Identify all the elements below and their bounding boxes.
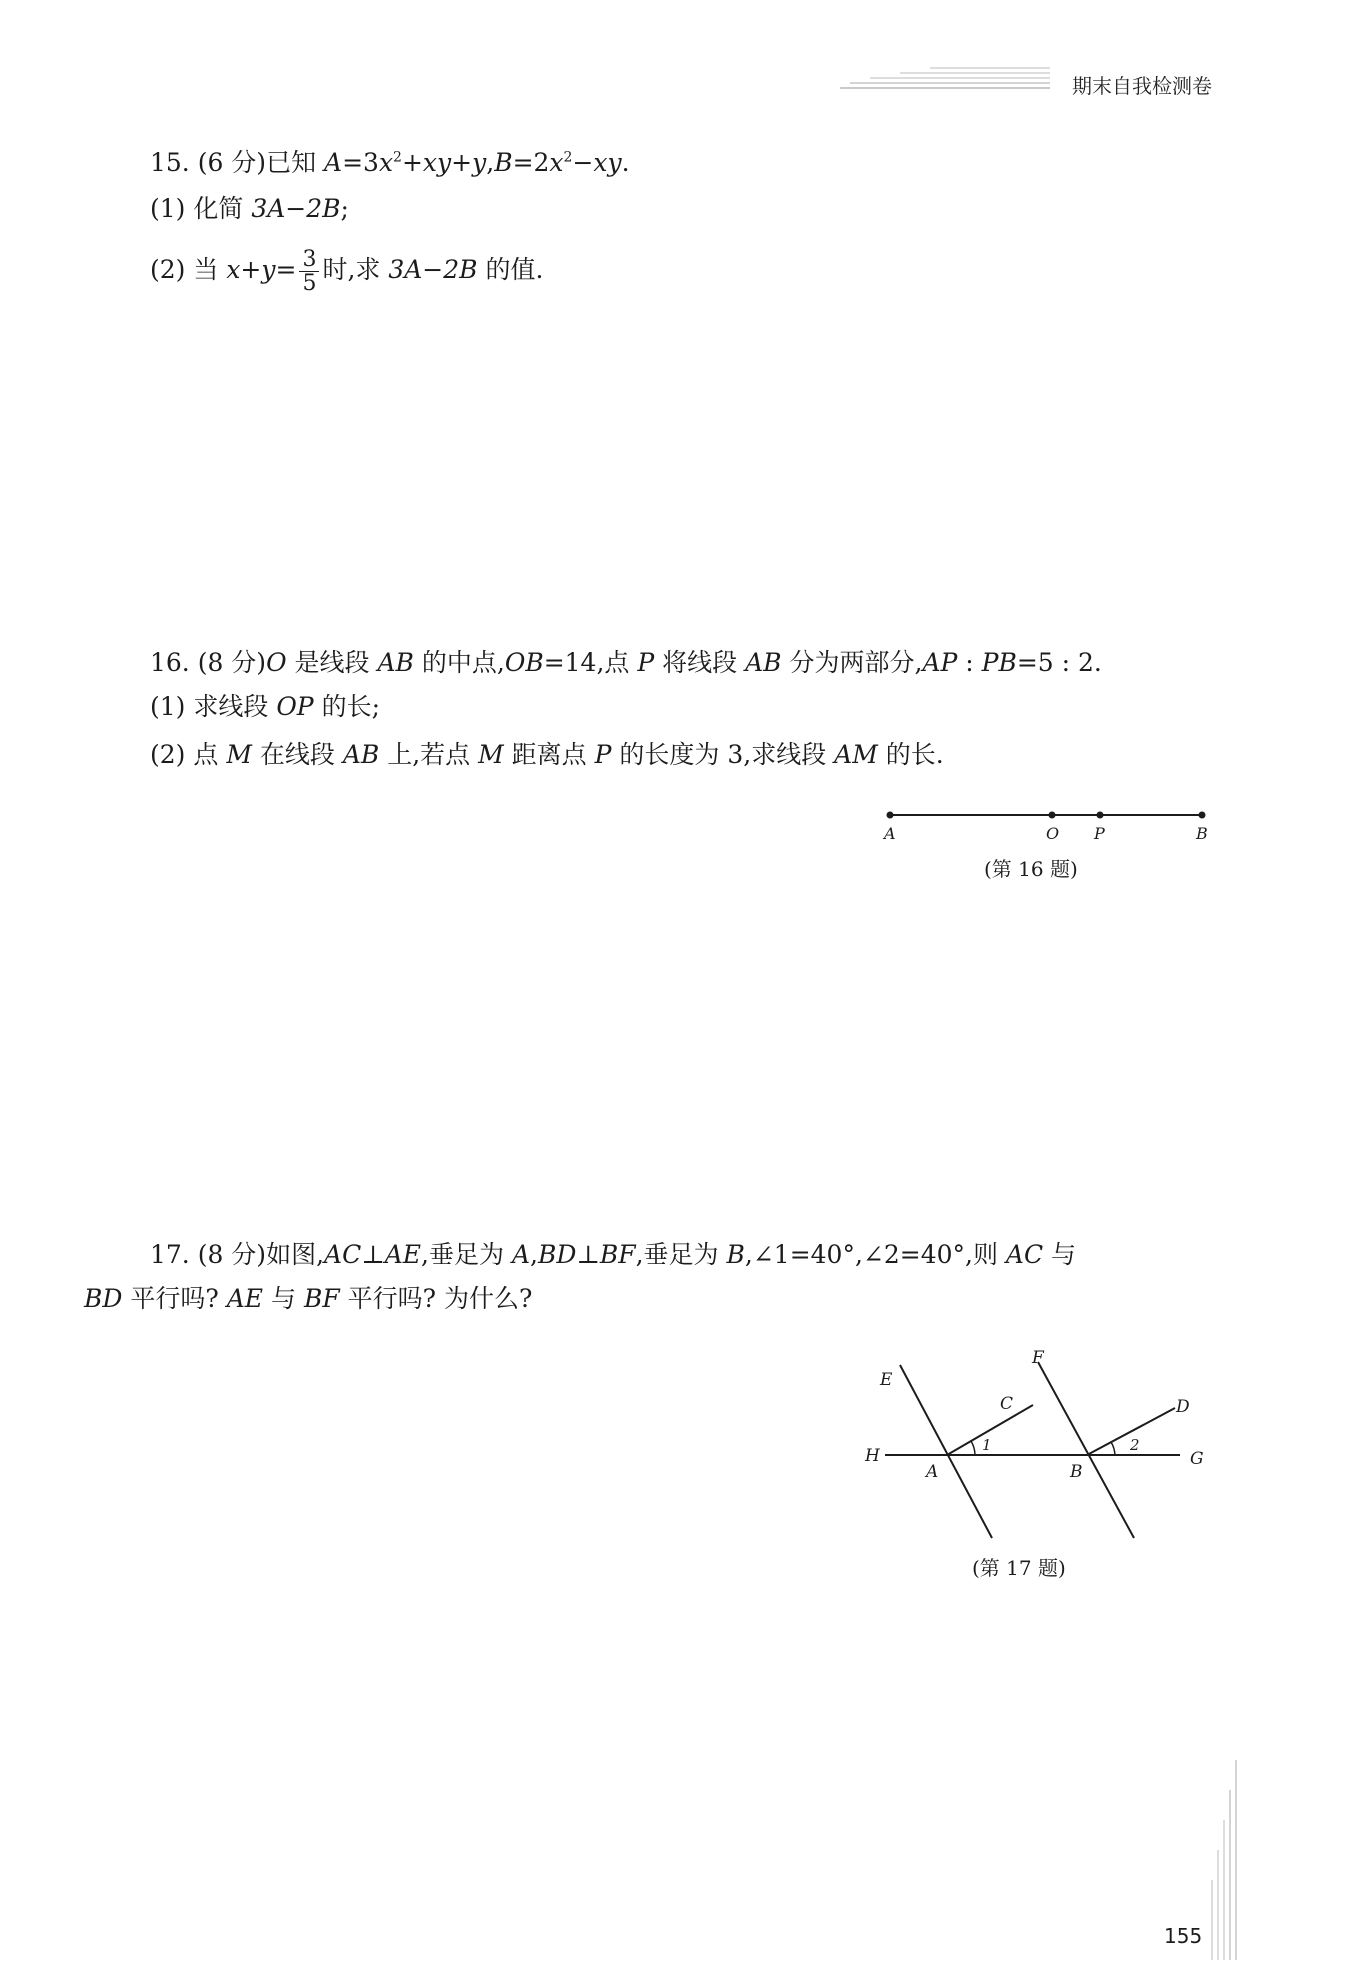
label-h: H	[865, 1446, 880, 1466]
fraction-three-fifths: $\frac{3}{5}$	[299, 248, 319, 295]
label-e: E	[880, 1370, 893, 1390]
label-f: F	[1032, 1348, 1044, 1368]
label-o: O	[1046, 824, 1060, 843]
angle-2-label: 2	[1130, 1436, 1140, 1454]
q16-stem: 16. (8 分)O 是线段 AB 的中点,OB=14,点 P 将线段 AB 分为两部分,AP : PB=5 : 2.	[150, 648, 1102, 677]
q15-stem: 15. (6 分)已知 $A=3x^2+xy+y,B=2x^2-xy$.	[150, 148, 630, 177]
line-ea	[900, 1365, 992, 1538]
angle-2-arc	[1111, 1442, 1115, 1455]
point-b	[1199, 812, 1206, 819]
figure-16-caption: (第 16 题)	[984, 857, 1078, 881]
figure-17	[850, 1340, 1230, 1570]
label-b: B	[1196, 824, 1208, 843]
label-g: G	[1190, 1449, 1204, 1469]
header-title: 期末自我检测卷	[1072, 74, 1212, 98]
point-a	[887, 812, 894, 819]
q17-stem-line1: 17. (8 分)如图,AC⊥AE,垂足为 A,BD⊥BF,垂足为 B,∠1=40°,∠2=40°,则 AC 与	[150, 1240, 1077, 1269]
q15-part2: (2) 当 x+y= $\frac{3}{5}$ 时,求 3A−2B 的值.	[150, 247, 544, 297]
point-p	[1097, 812, 1104, 819]
q17-stem-line2: BD 平行吗? AE 与 BF 平行吗? 为什么?	[84, 1284, 533, 1313]
line-fb	[1038, 1362, 1134, 1538]
angle-1-arc	[971, 1441, 975, 1455]
label-c: C	[1000, 1394, 1014, 1414]
label-d: D	[1176, 1397, 1190, 1417]
figure-17-caption: (第 17 题)	[972, 1556, 1066, 1580]
label-a: A	[884, 824, 896, 843]
point-o	[1049, 812, 1056, 819]
q16-part2: (2) 点 M 在线段 AB 上,若点 M 距离点 P 的长度为 3,求线段 AM 的长.	[150, 740, 944, 769]
page-number: 155	[1164, 1924, 1203, 1948]
footer-decoration	[1210, 1760, 1240, 1960]
header-decoration	[840, 60, 1060, 100]
label-a: A	[926, 1462, 939, 1482]
angle-1-label: 1	[982, 1436, 992, 1454]
q15-part1: (1) 化简 3A−2B;	[150, 194, 349, 223]
q16-part1: (1) 求线段 OP 的长;	[150, 692, 381, 721]
label-b: B	[1070, 1462, 1083, 1482]
label-p: P	[1094, 824, 1105, 843]
